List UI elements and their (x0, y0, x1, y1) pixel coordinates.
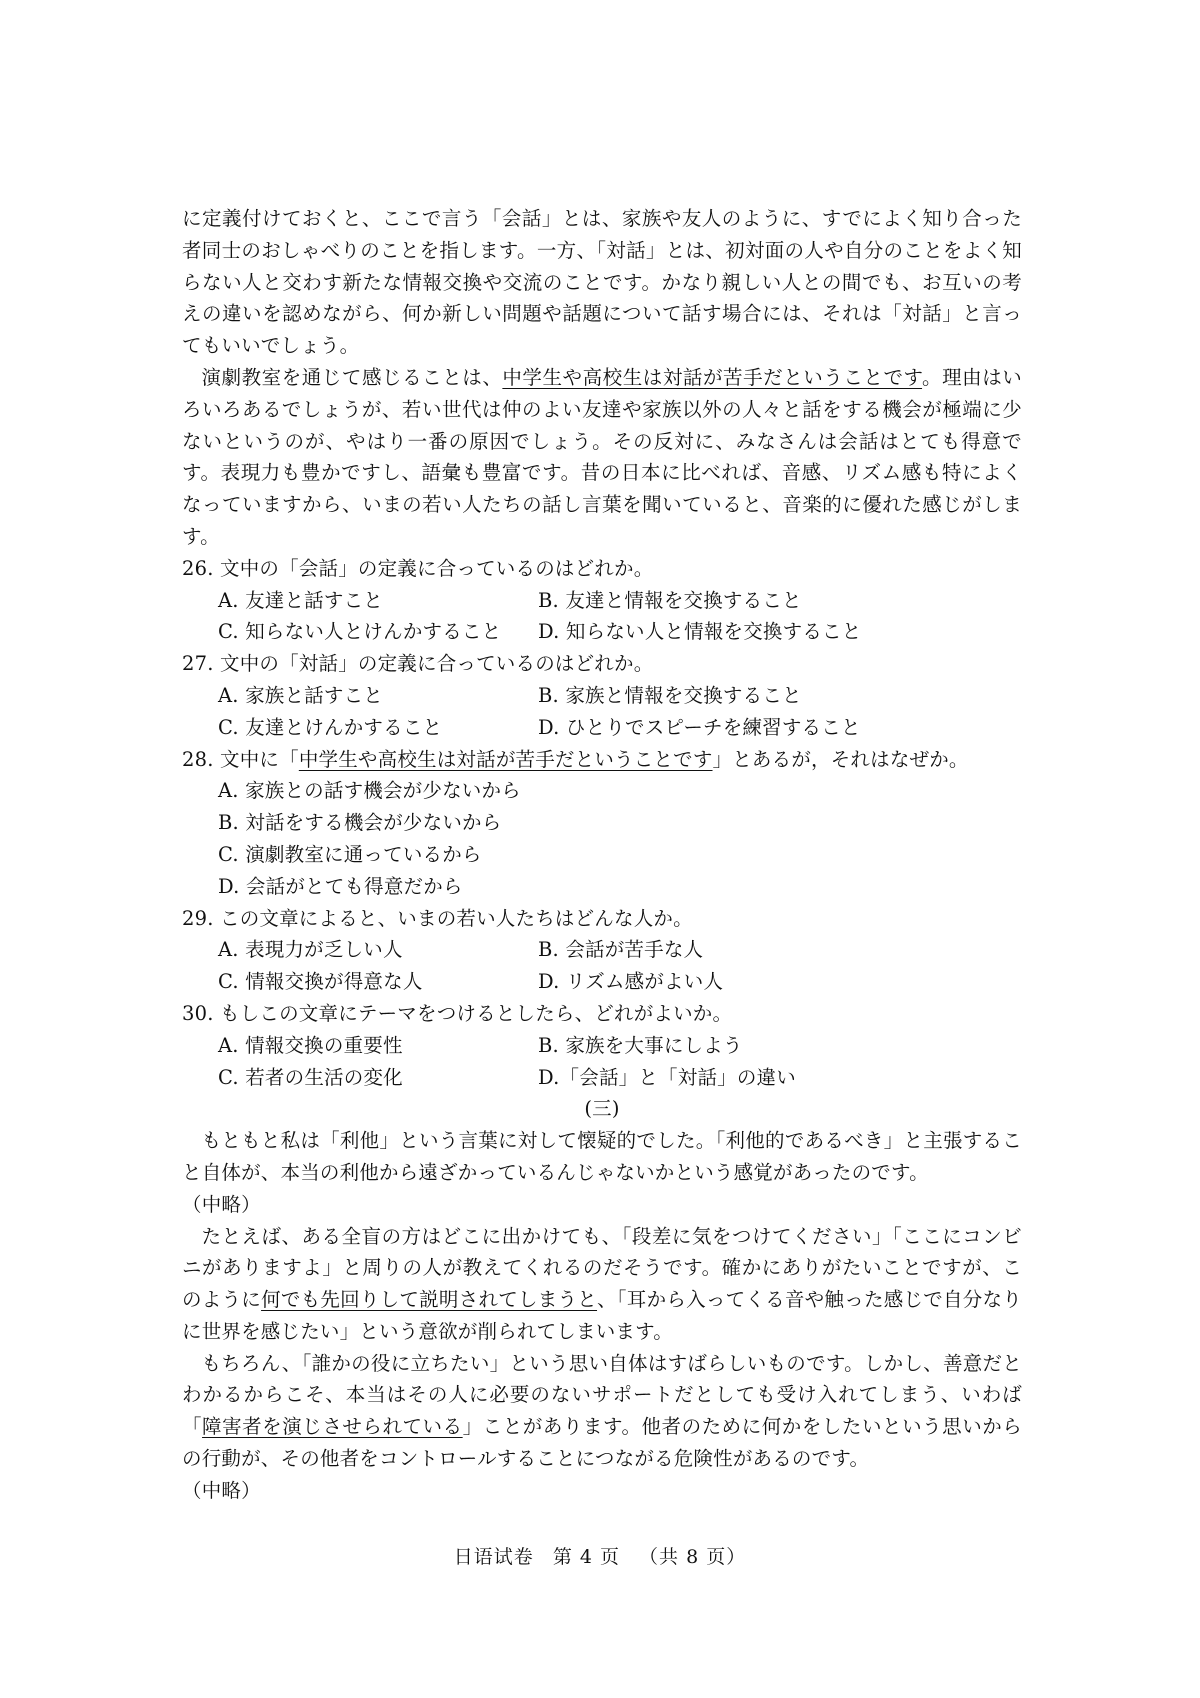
question-30-stem: 30. もしこの文章にテーマをつけるとしたら、どれがよいか。 (182, 1001, 733, 1025)
q28-option-b: B. 対話をする機会が少ないから (218, 811, 502, 835)
footer-subject: 日语试卷 (453, 1546, 534, 1568)
q30-option-d: D.「会話」と「対話」の違い (538, 1065, 796, 1089)
question-26-options (182, 585, 1022, 649)
page-footer (0, 1542, 1200, 1569)
passage2-paragraph-2-text-b: 。理由はいろいろあるでしょうが、若い世代は仲のよい友達や家族以外の人々と話をする機会が極端に少ないというのが、やはり一番の原因でしょう。その反対に、みなさんは会話はとても得意です。表現力も豊かですし、語彙も豊富です。昔の日本に比べれば、音感、リズム感も特によくなっていますから、いまの若い人たちの話し言葉を聞いていると、音楽的に優れた感じがします。 (182, 365, 1022, 548)
underlined-phrase-3: 障害者を演じさせられている (202, 1415, 463, 1439)
q26-option-b: B. 友達と情報を交換すること (538, 588, 802, 612)
q30-option-a: A. 情報交換の重要性 (218, 1033, 403, 1057)
passage3-paragraph-3-text-b: 」ことがあります。他者のために何かをしたいという思いからの行動が、その他者をコントロールすることにつながる危険性があるのです。 (182, 1415, 1022, 1471)
question-28-stem (182, 744, 1022, 776)
passage3-paragraph-1: もともと私は「利他」という言葉に対して懐疑的でした。「利他的であるべき」と主張すること自体が、本当の利他から遠ざかっているんじゃないかという感覚があったのです。 (182, 1129, 1022, 1184)
question-26-stem: 26. 文中の「会話」の定義に合っているのはどれか。 (182, 556, 654, 580)
passage3-paragraph-2-text-b: 、「耳から入ってくる音や触った感じで自分なりに世界を感じたい」という意欲が削られてしまいます。 (182, 1288, 1022, 1343)
omission-note-1: （中略） (182, 1192, 261, 1216)
question-27-options (182, 680, 1022, 744)
q28-stem-underlined: 中学生や高校生は対話が苦手だということです (298, 747, 713, 771)
passage3-paragraph-3-text-a: もちろん、「誰かの役に立ちたい」という思い自体はすばらしいものです。しかし、善意だとわかるからこそ、本当はその人に必要のないサポートだとしても受け入れてしまう、いわば「 (182, 1351, 1022, 1439)
exam-content (182, 203, 1022, 1507)
q29-option-b: B. 会話が苦手な人 (538, 938, 704, 962)
q29-option-d: D. リズム感がよい人 (538, 970, 724, 994)
q28-option-a: A. 家族との話す機会が少ないから (218, 779, 521, 803)
q28-stem-a: 28. 文中に「 (182, 747, 299, 771)
passage2-paragraph-2-text-a: 演劇教室を通じて感じることは、 (201, 365, 503, 389)
passage2-paragraph-1 (182, 203, 1022, 362)
q29-option-a: A. 表現力が乏しい人 (218, 938, 403, 962)
omission-note-2: （中略） (182, 1478, 261, 1502)
q29-option-c: C. 情報交換が得意な人 (218, 970, 423, 994)
question-28-options (182, 775, 1022, 902)
section-heading-3: (三) (584, 1097, 620, 1121)
passage3-paragraph-2-text-a: たとえば、ある全盲の方はどこに出かけても、「段差に気をつけてください」「ここにコンビニがありますよ」と周りの人が教えてくれるのだそうです。確かにありがたいことですが、このように (182, 1224, 1022, 1312)
question-29-options (182, 934, 1022, 998)
q27-option-b: B. 家族と情報を交換すること (538, 683, 802, 707)
q30-option-c: C. 若者の生活の変化 (218, 1065, 403, 1089)
q27-option-c: C. 友達とけんかすること (218, 715, 443, 739)
q27-option-a: A. 家族と話すこと (218, 683, 383, 707)
q26-option-c: C. 知らない人とけんかすること (218, 620, 502, 644)
q27-option-d: D. ひとりでスピーチを練習すること (538, 715, 861, 739)
q30-option-b: B. 家族を大事にしよう (538, 1033, 743, 1057)
underlined-phrase-2: 何でも先回りして説明されてしまうと (261, 1288, 598, 1312)
footer-page-number: 第 4 页 (552, 1546, 620, 1568)
q28-option-d: D. 会話がとても得意だから (218, 874, 463, 898)
question-30-options (182, 1030, 1022, 1094)
passage2-paragraph-2 (182, 362, 1022, 553)
footer-total-pages: （共 8 页） (639, 1546, 747, 1568)
passage2-paragraph-1-text: に定義付けておくと、ここで言う「会話」とは、家族や友人のように、すでによく知り合った者同士のおしゃべりのことを指します。一方、「対話」とは、初対面の人や自分のことをよく知らない人と交わす新たな情報交換や交流のことです。かなり親しい人との間でも、お互いの考えの違いを認めながら、何か新しい問題や話題について話す場合には、それは「対話」と言ってもいいでしょう。 (182, 207, 1022, 358)
q26-option-a: A. 友達と話すこと (218, 588, 383, 612)
passage3-paragraph-2 (182, 1221, 1022, 1348)
question-29-stem: 29. この文章によると、いまの若い人たちはどんな人か。 (182, 906, 693, 930)
passage3-paragraph-3 (182, 1348, 1022, 1475)
q28-option-c: C. 演劇教室に通っているから (218, 842, 482, 866)
underlined-phrase-1: 中学生や高校生は対話が苦手だということです (502, 365, 923, 389)
q28-stem-b: 」とあるが，それはなぜか。 (712, 747, 969, 771)
q26-option-d: D. 知らない人と情報を交換すること (538, 620, 862, 644)
question-27-stem: 27. 文中の「対話」の定義に合っているのはどれか。 (182, 652, 654, 676)
